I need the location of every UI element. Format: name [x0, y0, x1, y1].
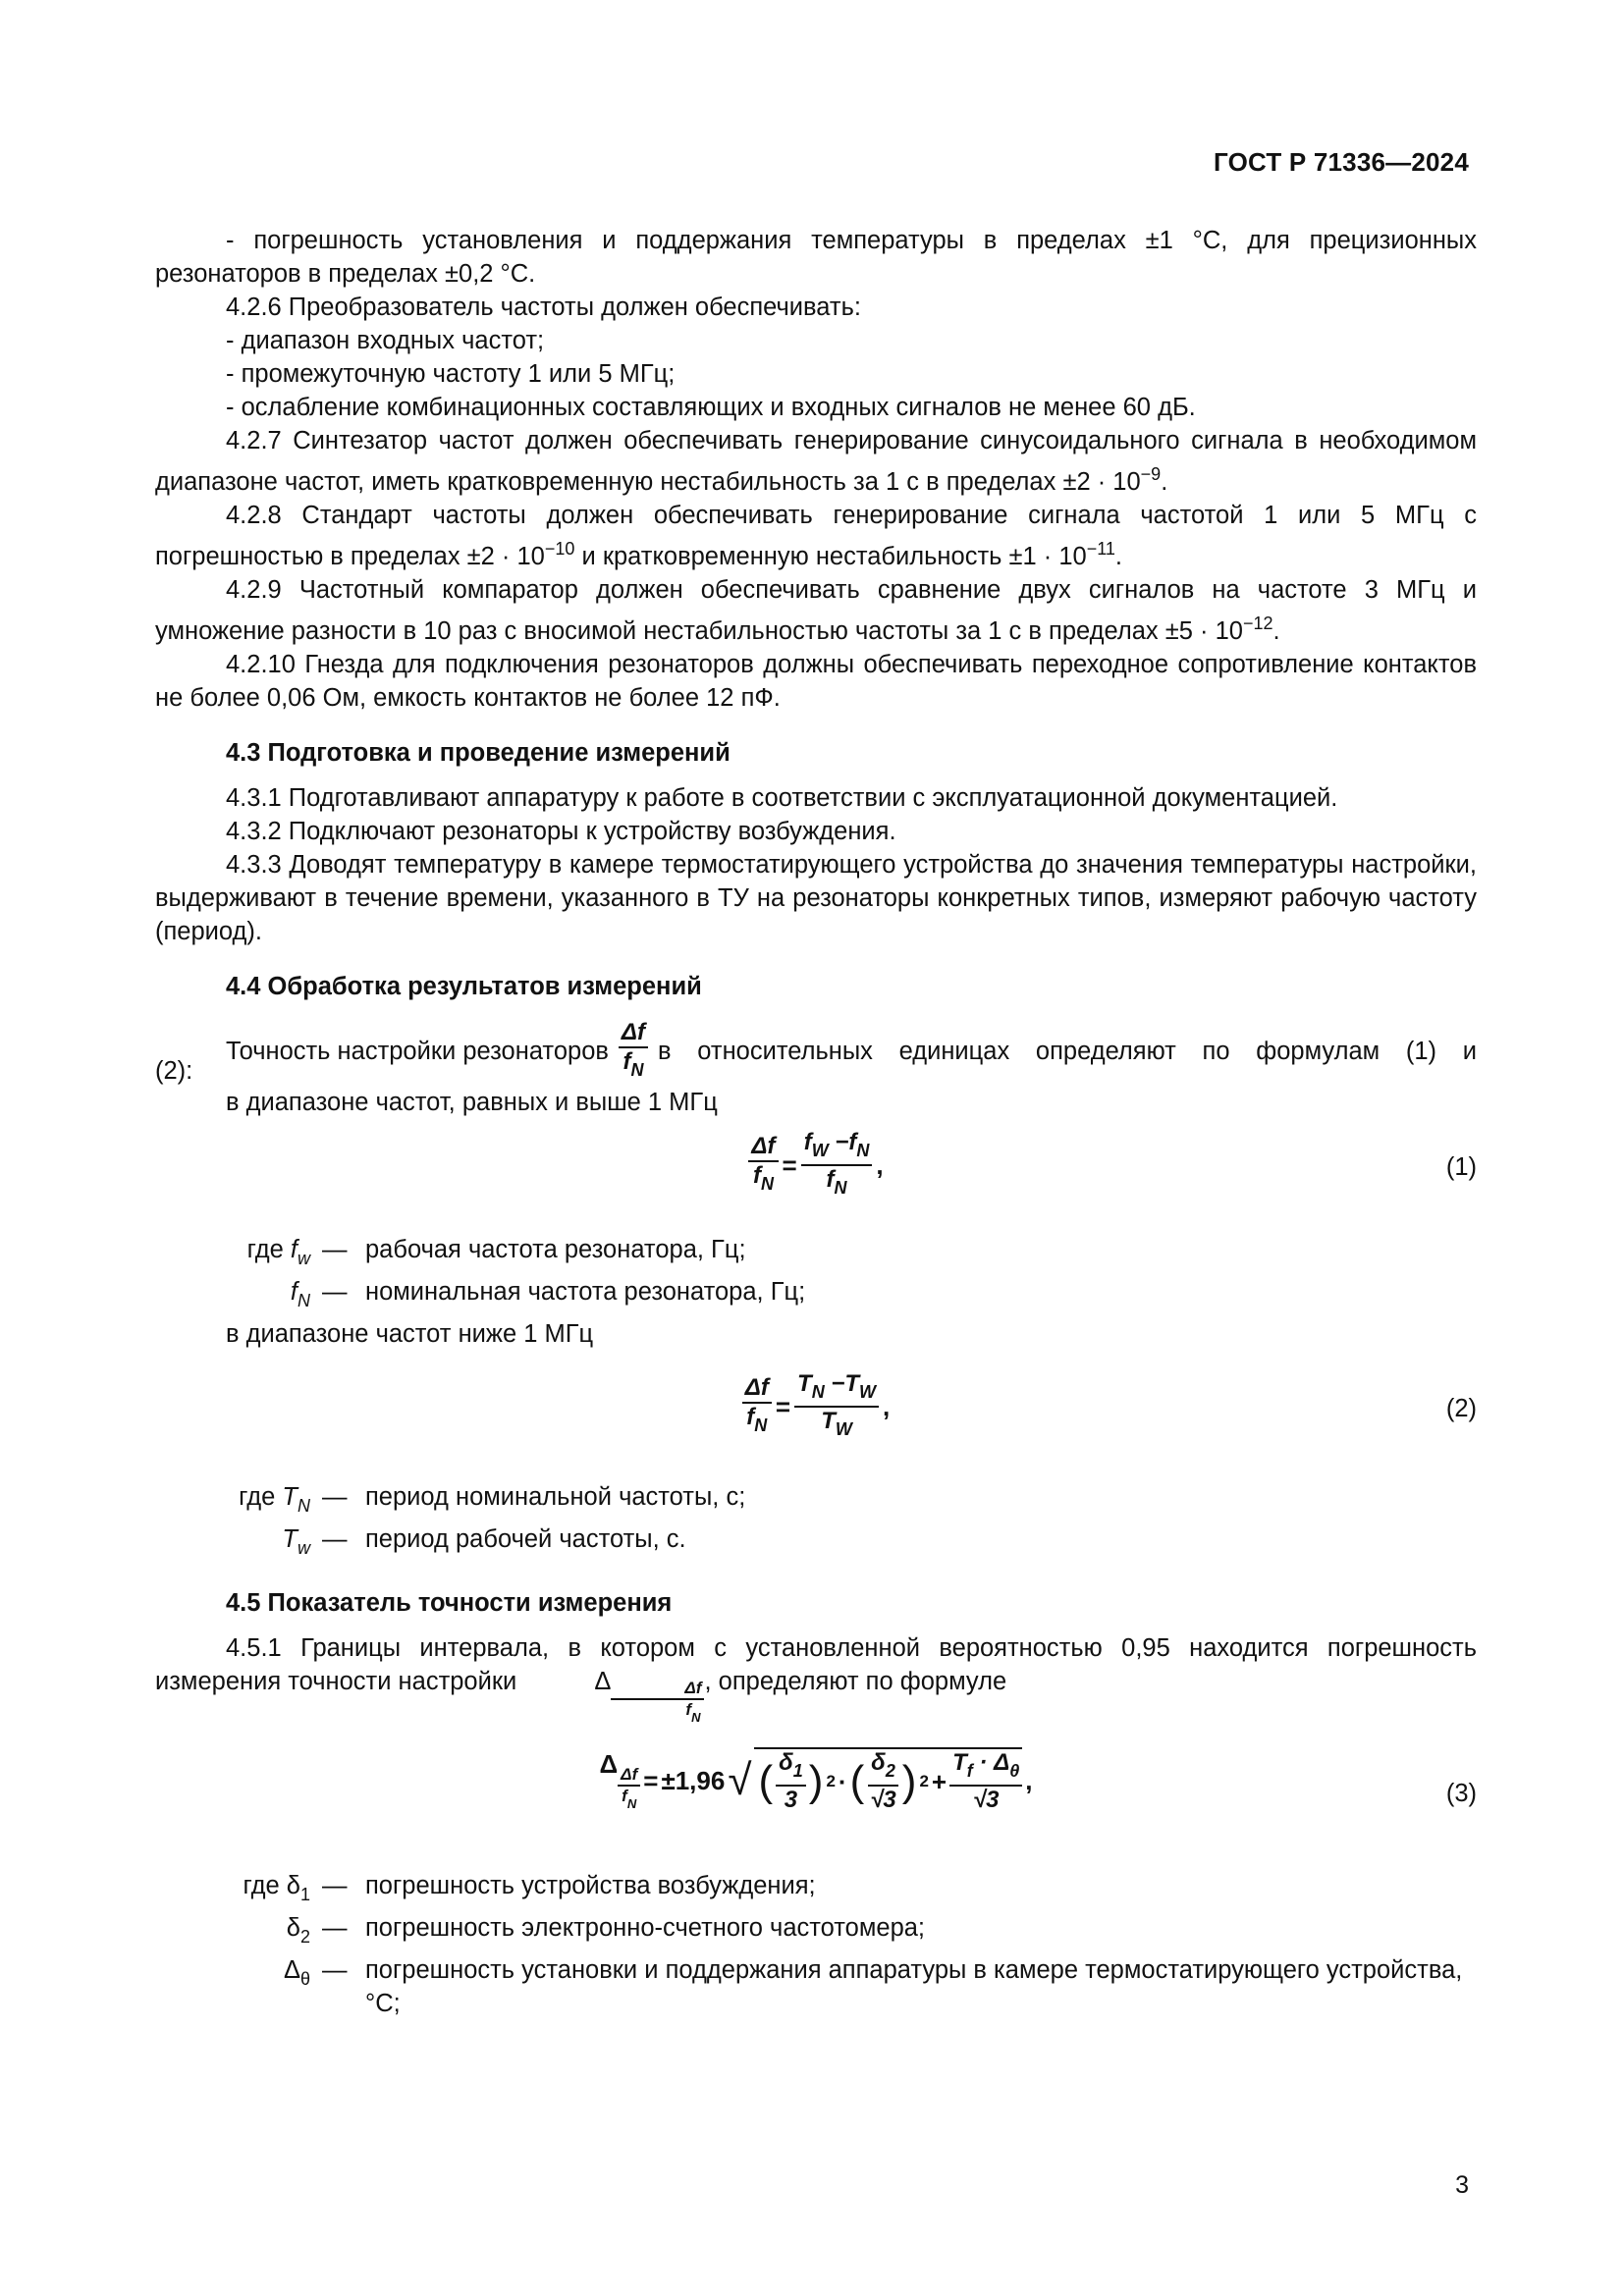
- paragraph-4-2-9: 4.2.9 Частотный компаратор должен обеспечивать сравнение двух сигналов на частоте 3 МГц и умножение разности в 10 раз с вносимой нестабильностью частоты за 1 с в пределах $\pm 5 \cdot 10^{-12}$.: [155, 576, 1477, 645]
- definition-row: где $\delta_1$ — погрешность устройства возбуждения;: [243, 1872, 816, 1904]
- definition-row: $\Delta_\theta$ — погрешность установки и поддержания аппаратуры в камере термостатирующего устройства, °С;: [283, 1956, 1463, 2017]
- list-item: - промежуточную частоту 1 или 5 МГц;: [226, 360, 676, 388]
- paragraph-4-3-3: 4.3.3 Доводят температуру в камере термостатирующего устройства до значения температуры настройки, выдерживают в течение времени, указанного в ТУ на резонаторы конкретных типов, измеряют рабочую частоту (период).: [155, 851, 1477, 945]
- definition-row: $\delta_2$ — погрешность электронно-счетного частотомера;: [286, 1914, 926, 1947]
- section-heading-4-3: 4.3 Подготовка и проведение измерений: [226, 739, 731, 767]
- list-item: - ослабление комбинационных составляющих и входных сигналов не менее 60 дБ.: [226, 394, 1196, 421]
- definition-row: где $f_w$ — рабочая частота резонатора, Гц;: [246, 1236, 746, 1268]
- formula-1: $\frac{\Delta f}{f_N}$ = $\frac{f_W -f_N}{f_N}$ , (1): [155, 1129, 1477, 1213]
- paragraph-4-2-6: 4.2.6 Преобразователь частоты должен обеспечивать:: [226, 294, 861, 321]
- paragraph-4-5-1: 4.5.1 Границы интервала, в котором с установленной вероятностью 0,95 находится погрешность измерения точности настройки Δ $\frac{\Delta f}{f_N}$ , определяют по формуле: [155, 1634, 1477, 1725]
- list-item: - диапазон входных частот;: [226, 327, 545, 354]
- section-heading-4-5: 4.5 Показатель точности измерения: [226, 1589, 673, 1617]
- paragraph-4-2-8: 4.2.8 Стандарт частоты должен обеспечивать генерирование сигнала частотой 1 или 5 МГц с погрешностью в пределах $\pm 2 \cdot 10^{-10}$ и кратковременную нестабильность $\pm 1 \cdot 10^{-11}$.: [155, 502, 1477, 570]
- paragraph-range-low: в диапазоне частот ниже 1 МГц: [226, 1320, 594, 1348]
- formula-2: $\frac{\Delta f}{f_N}$ = $\frac{T_N -T_W}{T_W}$ , (2): [155, 1370, 1477, 1461]
- fraction-delta-f-over-fn: $\frac{\Delta f}{f_N}$: [619, 1019, 648, 1084]
- formula-number: (1): [1445, 1153, 1477, 1181]
- paragraph-4-3-1: 4.3.1 Подготавливают аппаратуру к работе в соответствии с эксплуатационной документацией.: [226, 784, 1338, 812]
- paragraph-4-2-10: 4.2.10 Гнезда для подключения резонаторов должны обеспечивать переходное сопротивление контактов не более 0,06 Ом, емкость контактов не более 12 пФ.: [155, 651, 1477, 712]
- paragraph-accuracy-intro: Точность настройки резонаторов $\frac{\Delta f}{f_N}$ в относительных единицах определяют по формулам (1) и (2):: [155, 1019, 1477, 1085]
- document-body: [155, 224, 1477, 2020]
- section-heading-4-4: 4.4 Обработка результатов измерений: [226, 973, 702, 1000]
- formula-3: Δ $\frac{\Delta f}{f_N}$ = ±1,96 √ ( $\frac{\delta_1}{3}$ ) 2 · ( $\frac{\delta_2}{√3}$ ) 2 + $\frac{T_f \cdot \Delta_\theta}{√3}$ , (3): [599, 1749, 1477, 1813]
- definition-row: $f_N$ — номинальная частота резонатора, Гц;: [290, 1278, 806, 1310]
- page-number: 3: [1455, 2171, 1469, 2199]
- paragraph-4-3-2: 4.3.2 Подключают резонаторы к устройству возбуждения.: [226, 818, 896, 845]
- paragraph-temperature-tolerance: - погрешность установления и поддержания температуры в пределах ±1 °С, для прецизионных резонаторов в пределах ±0,2 °С.: [155, 227, 1477, 288]
- definition-row: где $T_N$ — период номинальной частоты, с;: [239, 1483, 746, 1516]
- definition-row: $T_w$ — период рабочей частоты, с.: [282, 1525, 686, 1558]
- paragraph-range-high: в диапазоне частот, равных и выше 1 МГц: [226, 1089, 718, 1116]
- formula-number: (3): [1445, 1780, 1477, 1807]
- formula-number: (2): [1445, 1395, 1477, 1422]
- document-code: ГОСТ Р 71336—2024: [1214, 147, 1469, 177]
- paragraph-4-2-7: 4.2.7 Синтезатор частот должен обеспечивать генерирование синусоидального сигнала в необходимом диапазоне частот, иметь кратковременную нестабильность за 1 с в пределах $\pm 2 \cdot 10^{-9}$.: [155, 427, 1477, 496]
